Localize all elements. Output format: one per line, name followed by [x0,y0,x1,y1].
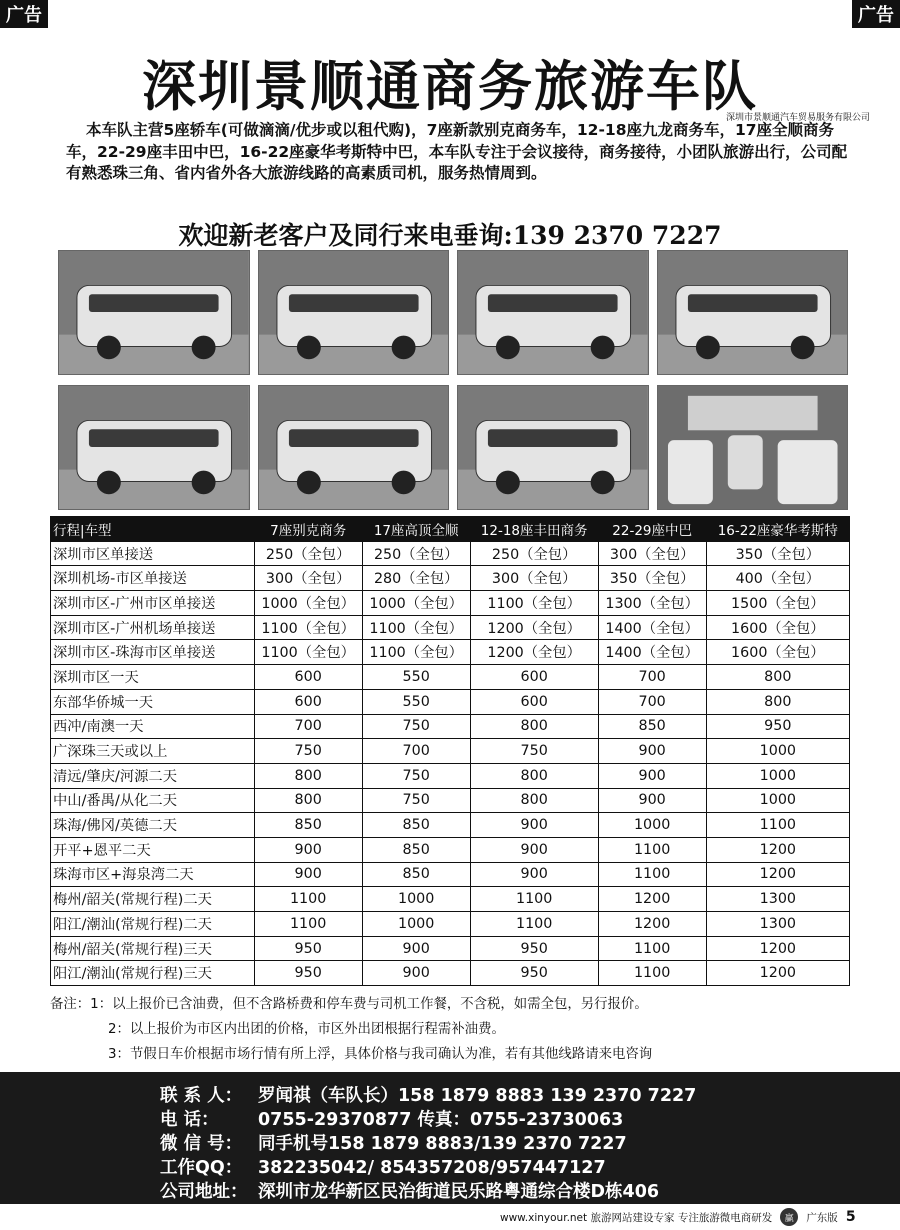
price-cell: 750 [362,788,470,813]
price-cell: 800 [470,714,598,739]
route-cell: 珠海市区+海泉湾二天 [51,862,255,887]
price-cell: 800 [470,763,598,788]
price-cell: 750 [362,763,470,788]
minibus-row-photo [258,385,450,510]
price-cell: 1000 [706,788,849,813]
table-row [51,640,850,665]
table-row [51,813,850,838]
table-row [51,887,850,912]
route-cell: 开平+恩平二天 [51,837,255,862]
price-cell: 900 [470,862,598,887]
buick-cars-photo [58,250,250,375]
price-cell: 600 [254,665,362,690]
price-cell: 250（全包） [254,541,362,566]
price-cell: 850 [254,813,362,838]
price-cell: 1100（全包） [470,591,598,616]
price-cell: 1500（全包） [706,591,849,616]
price-cell: 300（全包） [598,541,706,566]
price-cell: 550 [362,665,470,690]
price-cell: 1000 [598,813,706,838]
price-cell: 1100 [706,813,849,838]
price-table [50,516,850,986]
price-cell: 700 [362,739,470,764]
price-cell: 350（全包） [598,566,706,591]
table-row [51,936,850,961]
price-cell: 800 [254,788,362,813]
contact-phone: 电 话： 0755-29370877 传真：0755-23730063 [160,1110,624,1130]
price-cell: 700 [254,714,362,739]
price-cell: 550 [362,689,470,714]
table-row [51,788,850,813]
price-cell: 250（全包） [362,541,470,566]
price-cell: 700 [598,665,706,690]
price-cell: 1000 [362,912,470,937]
price-cell: 1100（全包） [254,615,362,640]
price-cell: 950 [254,936,362,961]
price-cell: 400（全包） [706,566,849,591]
price-cell: 1000 [706,739,849,764]
header-cell: 7座别克商务 [254,517,362,542]
price-cell: 900 [470,813,598,838]
price-cell: 700 [598,689,706,714]
minibus-side-photo [457,385,649,510]
table-row [51,912,850,937]
ad-tag-right: 广告 [852,0,900,28]
route-cell: 清远/肇庆/河源二天 [51,763,255,788]
price-cell: 850 [362,862,470,887]
contact-qq: 工作QQ： 382235042/ 854357208/957447127 [160,1158,606,1178]
header-cell: 行程|车型 [51,517,255,542]
footer-edition: 广东版 [806,1211,838,1224]
header-cell: 22-29座中巴 [598,517,706,542]
price-cell: 750 [470,739,598,764]
contact-person: 联 系 人： 罗闻祺（车队长）158 1879 8883 139 2370 7227 [160,1086,697,1106]
footer-site: www.xinyour.net 旅游网站建设专家 专注旅游微电商研发 [500,1211,773,1224]
page-title: 深圳景顺通商务旅游车队 [142,54,758,118]
price-cell: 1000（全包） [362,591,470,616]
table-row [51,689,850,714]
price-cell: 850 [362,813,470,838]
route-cell: 深圳市区-广州市区单接送 [51,591,255,616]
price-cell: 900 [598,788,706,813]
price-cell: 1600（全包） [706,615,849,640]
intro-paragraph: 本车队主营5座轿车(可做滴滴/优步或以租代购)，7座新款别克商务车，12-18座九龙商务车，17座全顺商务车，22-29座丰田中巴，16-22座豪华考斯特中巴，本车队专注于会议接待，商务接待，小团队旅游出行，公司配有熟悉珠三角、省内省外各大旅游线路的高素质司机，服务热情周到。 [66,121,848,182]
price-cell: 800 [706,689,849,714]
contact-address: 公司地址： 深圳市龙华新区民治街道民乐路粤通综合楼D栋406 [160,1182,660,1202]
header-cell: 12-18座丰田商务 [470,517,598,542]
route-cell: 深圳市区-珠海市区单接送 [51,640,255,665]
price-cell: 1200（全包） [470,640,598,665]
note-2: 2：以上报价为市区内出团的价格，市区外出团根据行程需补油费。 [108,1022,505,1037]
footer [500,1206,890,1228]
table-row [51,714,850,739]
price-cell: 1200 [598,887,706,912]
route-cell: 阳江/潮汕(常规行程)三天 [51,961,255,986]
price-cell: 1200 [706,862,849,887]
coaster-bus-photo [58,385,250,510]
price-cell: 1100 [598,936,706,961]
price-cell: 600 [470,689,598,714]
price-cell: 300（全包） [254,566,362,591]
ford-transit-photo [657,250,849,375]
price-cell: 1400（全包） [598,640,706,665]
price-table-header [51,517,850,542]
price-cell: 1200 [706,961,849,986]
price-cell: 950 [470,961,598,986]
price-cell: 950 [706,714,849,739]
price-cell: 1100（全包） [362,615,470,640]
price-cell: 1300 [706,912,849,937]
route-cell: 深圳市区一天 [51,665,255,690]
route-cell: 深圳市区单接送 [51,541,255,566]
price-cell: 1100 [598,837,706,862]
price-cell: 900 [254,862,362,887]
table-row [51,763,850,788]
route-cell: 梅州/韶关(常规行程)二天 [51,887,255,912]
header-cell: 16-22座豪华考斯特 [706,517,849,542]
toyota-minibus-photo [457,250,649,375]
notes [50,992,850,1067]
price-cell: 350（全包） [706,541,849,566]
note-1: 备注：1：以上报价已含油费，但不含路桥费和停车费与司机工作餐，不含税，如需全包，另行报价。 [50,997,648,1012]
price-cell: 900 [254,837,362,862]
route-cell: 阳江/潮汕(常规行程)二天 [51,912,255,937]
price-cell: 1100 [254,912,362,937]
price-cell: 300（全包） [470,566,598,591]
table-row [51,961,850,986]
price-cell: 1100 [470,912,598,937]
price-cell: 1200 [598,912,706,937]
page-number: 5 [845,1209,856,1225]
table-row [51,837,850,862]
route-cell: 梅州/韶关(常规行程)三天 [51,936,255,961]
route-cell: 中山/番禺/从化二天 [51,788,255,813]
price-cell: 1400（全包） [598,615,706,640]
price-cell: 950 [254,961,362,986]
white-van-photo [258,250,450,375]
price-cell: 800 [254,763,362,788]
welcome-hotline: 欢迎新老客户及同行来电垂询:139 2370 7227 [178,221,722,250]
table-row [51,665,850,690]
price-cell: 900 [598,763,706,788]
price-cell: 1100 [254,887,362,912]
contact-wechat: 微 信 号： 同手机号158 1879 8883/139 2370 7227 [160,1134,627,1154]
price-cell: 900 [598,739,706,764]
price-cell: 250（全包） [470,541,598,566]
price-cell: 600 [254,689,362,714]
table-row [51,739,850,764]
company-name: 深圳市景顺通汽车贸易服务有限公司 [725,113,870,123]
table-row [51,591,850,616]
price-cell: 950 [470,936,598,961]
price-cell: 1300 [706,887,849,912]
price-cell: 1000 [362,887,470,912]
price-cell: 280（全包） [362,566,470,591]
route-cell: 深圳市区-广州机场单接送 [51,615,255,640]
header-cell: 17座高顶全顺 [362,517,470,542]
price-cell: 1200（全包） [470,615,598,640]
logo-icon: 赢 [780,1208,798,1226]
price-cell: 750 [254,739,362,764]
price-cell: 850 [598,714,706,739]
price-cell: 1000 [706,763,849,788]
price-cell: 1200 [706,936,849,961]
photo-grid [58,250,848,510]
price-cell: 800 [470,788,598,813]
price-cell: 600 [470,665,598,690]
price-cell: 750 [362,714,470,739]
note-3: 3：节假日车价根据市场行情有所上浮，具体价格与我司确认为准，若有其他线路请来电咨询 [108,1047,653,1062]
price-cell: 900 [362,961,470,986]
price-cell: 1600（全包） [706,640,849,665]
price-cell: 1200 [706,837,849,862]
price-cell: 1100 [470,887,598,912]
route-cell: 深圳机场-市区单接送 [51,566,255,591]
route-cell: 东部华侨城一天 [51,689,255,714]
table-row [51,541,850,566]
price-cell: 1100（全包） [254,640,362,665]
ad-tag-left: 广告 [0,0,48,28]
table-row [51,862,850,887]
route-cell: 广深珠三天或以上 [51,739,255,764]
price-cell: 900 [362,936,470,961]
price-cell: 1100 [598,862,706,887]
bus-interior-photo [657,385,849,510]
price-cell: 1300（全包） [598,591,706,616]
contact-panel [0,1072,900,1204]
price-cell: 900 [470,837,598,862]
table-row [51,615,850,640]
route-cell: 西冲/南澳一天 [51,714,255,739]
table-row [51,566,850,591]
price-cell: 1000（全包） [254,591,362,616]
price-cell: 1100 [598,961,706,986]
price-cell: 800 [706,665,849,690]
price-cell: 850 [362,837,470,862]
price-cell: 1100（全包） [362,640,470,665]
route-cell: 珠海/佛冈/英德二天 [51,813,255,838]
